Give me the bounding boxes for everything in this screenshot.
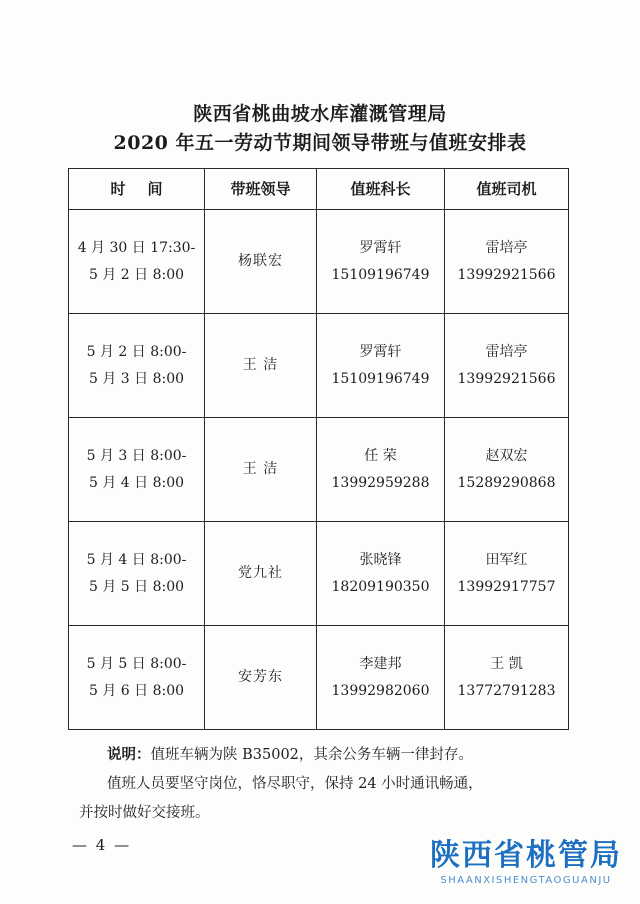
time-start: 5 月 4 日 8:00- (86, 551, 187, 568)
time-cell (69, 314, 205, 418)
duty-schedule-table (68, 168, 569, 730)
driver-phone: 13992917757 (457, 578, 556, 595)
driver-name: 雷培亭 (485, 343, 528, 360)
watermark-chinese: 陕西省桃管局 (430, 838, 622, 873)
header-section-chief: 值班科长 (317, 169, 445, 210)
driver-phone: 13772791283 (457, 682, 556, 699)
chief-cell (317, 210, 445, 314)
chief-name: 李建邦 (359, 655, 402, 672)
driver-cell (445, 522, 569, 626)
header-leader: 带班领导 (205, 169, 317, 210)
document-title-line1: 陕西省桃曲坡水库灌溉管理局 (193, 103, 447, 125)
table-row (69, 626, 569, 730)
table-row (69, 418, 569, 522)
time-cell (69, 210, 205, 314)
chief-phone: 18209190350 (331, 578, 430, 595)
table-row (69, 314, 569, 418)
chief-cell (317, 522, 445, 626)
time-start: 5 月 2 日 8:00- (86, 343, 187, 360)
notes-text-1: 值班车辆为陕 B35002，其余公务车辆一律封存。 (150, 747, 473, 763)
chief-cell (317, 314, 445, 418)
driver-name: 赵双宏 (485, 447, 528, 464)
time-end: 5 月 4 日 8:00 (88, 474, 185, 491)
leader-cell: 王 洁 (205, 418, 317, 522)
notes-line-1 (107, 740, 577, 770)
notes-label: 说明： (107, 746, 151, 763)
driver-phone: 15289290868 (457, 474, 556, 491)
driver-cell (445, 418, 569, 522)
header-driver: 值班司机 (445, 169, 569, 210)
time-end: 5 月 3 日 8:00 (88, 370, 185, 387)
driver-name: 雷培亭 (485, 239, 528, 256)
time-cell (69, 418, 205, 522)
time-end: 5 月 5 日 8:00 (88, 578, 185, 595)
time-cell (69, 626, 205, 730)
document-title-line2: 2020 年五一劳动节期间领导带班与值班安排表 (113, 132, 527, 154)
driver-name: 田军红 (485, 551, 528, 568)
leader-cell: 党九社 (205, 522, 317, 626)
page-number: — 4 — (72, 836, 132, 854)
table-row (69, 210, 569, 314)
leader-cell: 安芳东 (205, 626, 317, 730)
notes-line-2: 值班人员要坚守岗位，恪尽职守，保持 24 小时通讯畅通， (107, 776, 483, 792)
notes-section (79, 740, 577, 828)
leader-cell: 杨联宏 (205, 210, 317, 314)
driver-cell (445, 314, 569, 418)
driver-cell (445, 210, 569, 314)
time-start: 4 月 30 日 17:30- (77, 239, 196, 256)
driver-phone: 13992921566 (457, 370, 556, 387)
leader-cell: 王 洁 (205, 314, 317, 418)
watermark-english: SHAANXISHENGTAOGUANJU (440, 875, 612, 886)
chief-name: 罗霄轩 (359, 343, 402, 360)
chief-cell (317, 626, 445, 730)
notes-line-3: 并按时做好交接班。 (79, 805, 210, 821)
driver-name: 王 凯 (490, 655, 523, 672)
time-end: 5 月 2 日 8:00 (88, 266, 185, 283)
header-time: 时间 (69, 169, 205, 210)
driver-phone: 13992921566 (457, 266, 556, 283)
watermark-logo (416, 838, 636, 888)
chief-phone: 13992982060 (331, 682, 430, 699)
table-header-row (69, 169, 569, 210)
chief-phone: 13992959288 (331, 474, 430, 491)
chief-phone: 15109196749 (331, 266, 430, 283)
chief-name: 任 荣 (364, 447, 397, 464)
time-end: 5 月 6 日 8:00 (88, 682, 185, 699)
time-cell (69, 522, 205, 626)
chief-cell (317, 418, 445, 522)
driver-cell (445, 626, 569, 730)
time-start: 5 月 3 日 8:00- (86, 447, 187, 464)
table-row (69, 522, 569, 626)
chief-name: 张晓锋 (359, 551, 402, 568)
chief-phone: 15109196749 (331, 370, 430, 387)
time-start: 5 月 5 日 8:00- (86, 655, 187, 672)
chief-name: 罗霄轩 (359, 239, 402, 256)
